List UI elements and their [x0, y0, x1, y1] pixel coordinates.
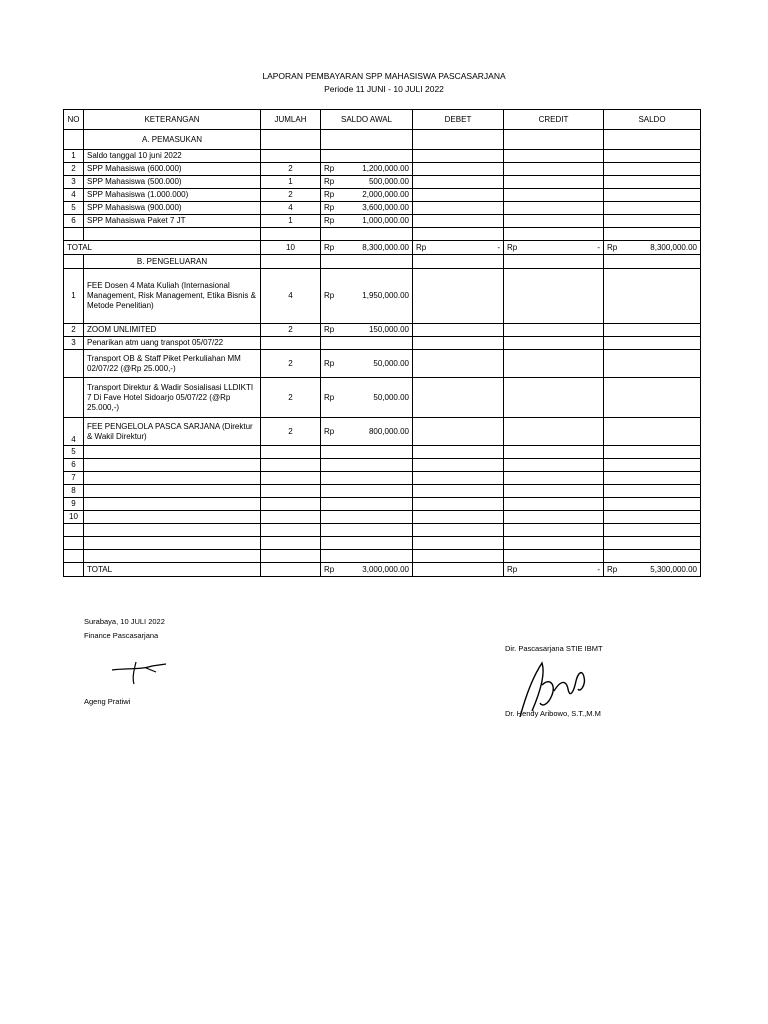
- table-row: 10: [64, 511, 701, 524]
- report-table: [63, 109, 701, 577]
- header-debet: DEBET: [413, 110, 504, 130]
- table-row: 4 SPP Mahasiswa (1.000.000) 2 Rp 2,000,000.00: [64, 189, 701, 202]
- table-row: 3 Penarikan atm uang transpot 05/07/22: [64, 337, 701, 350]
- header-row: [64, 110, 701, 130]
- header-jumlah: JUMLAH: [261, 110, 321, 130]
- report-period: Periode 11 JUNI - 10 JULI 2022: [324, 84, 444, 94]
- table-row: 2 ZOOM UNLIMITED 2 Rp 150,000.00: [64, 324, 701, 337]
- expense-total-label: TOTAL: [84, 563, 261, 577]
- footer-director-name: Dr. Hendy Aribowo, S.T.,M.M: [505, 709, 601, 718]
- section-row: [64, 130, 701, 150]
- table-row: 4 FEE PENGELOLA PASCA SARJANA (Direktur & Wakil Direktur) 2 Rp 800,000.00: [64, 418, 701, 446]
- table-row: [64, 228, 701, 241]
- finance-signature: [110, 656, 170, 686]
- income-total-row: TOTAL 10 Rp 8,300,000.00 Rp - Rp - Rp 8,300,000.00: [64, 241, 701, 255]
- header-credit: CREDIT: [504, 110, 604, 130]
- footer-city-date: Surabaya, 10 JULI 2022: [84, 617, 165, 626]
- header-saldo-awal: SALDO AWAL: [321, 110, 413, 130]
- table-row: 8: [64, 485, 701, 498]
- footer-finance-title: Finance Pascasarjana: [84, 631, 159, 640]
- section-b-label: B. PENGELUARAN: [84, 255, 261, 269]
- table-row: [64, 537, 701, 550]
- section-a-label: A. PEMASUKAN: [84, 130, 261, 150]
- income-total-label: TOTAL: [64, 241, 261, 255]
- table-row: 1 Saldo tanggal 10 juni 2022: [64, 150, 701, 163]
- table-row: [64, 524, 701, 537]
- table-row: 3 SPP Mahasiswa (500.000) 1 Rp 500,000.00: [64, 176, 701, 189]
- footer-director-title: Dir. Pascasarjana STIE IBMT: [505, 644, 603, 653]
- section-row: [64, 255, 701, 269]
- table-row: 6 SPP Mahasiswa Paket 7 JT 1 Rp 1,000,000.00: [64, 215, 701, 228]
- header-saldo: SALDO: [604, 110, 701, 130]
- table-row: 2 SPP Mahasiswa (600.000) 2 Rp 1,200,000.00: [64, 163, 701, 176]
- table-row: 6: [64, 459, 701, 472]
- report-title: LAPORAN PEMBAYARAN SPP MAHASISWA PASCASARJANA: [262, 71, 506, 81]
- header-no: NO: [64, 110, 84, 130]
- table-row: 5: [64, 446, 701, 459]
- table-row: [64, 550, 701, 563]
- table-row: 5 SPP Mahasiswa (900.000) 4 Rp 3,600,000.00: [64, 202, 701, 215]
- expense-total-row: TOTAL Rp 3,000,000.00 Rp - Rp 5,300,000.00: [64, 563, 701, 577]
- footer-finance-name: Ageng Pratiwi: [84, 697, 131, 706]
- table-row: Transport Direktur & Wadir Sosialisasi LLDIKTI 7 Di Fave Hotel Sidoarjo 05/07/22 (@Rp 25.000,-) 2 Rp 50,000.00: [64, 378, 701, 418]
- table-row: 7: [64, 472, 701, 485]
- table-row: 9: [64, 498, 701, 511]
- table-row: Transport OB & Staff Piket Perkuliahan MM 02/07/22 (@Rp 25.000,-) 2 Rp 50,000.00: [64, 350, 701, 378]
- table-row: 1 FEE Dosen 4 Mata Kuliah (Internasional Management, Risk Management, Etika Bisnis & Metode Penelitian) 4 Rp 1,950,000.00: [64, 269, 701, 324]
- header-keterangan: KETERANGAN: [84, 110, 261, 130]
